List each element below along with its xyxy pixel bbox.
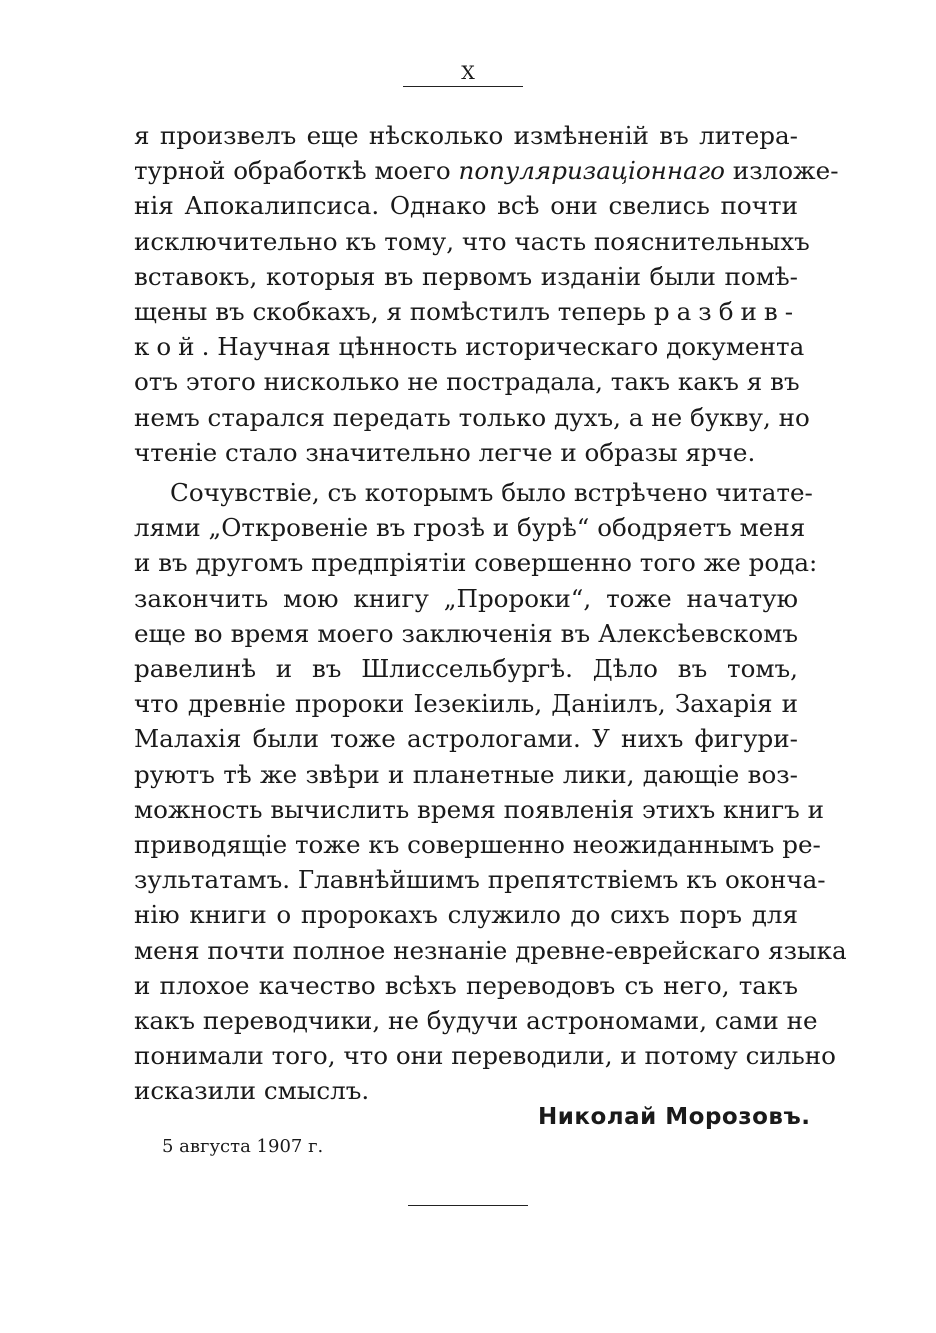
text-line: Сочувствіе, съ которымъ было встрѣчено читате- (170, 478, 813, 508)
paragraph-2 (134, 475, 847, 1109)
text-line: исключительно къ тому, что часть пояснительныхъ (134, 226, 810, 256)
text-line: вставокъ, которыя въ первомъ изданіи были помѣ- (134, 261, 798, 291)
footer-rule (408, 1205, 528, 1206)
text-fragment: изложе- (724, 156, 839, 186)
text-line: и въ другомъ предпріятіи совершенно того же рода: (134, 548, 818, 578)
text-line: равелинѣ и въ Шлиссельбургѣ. Дѣло въ томъ, (134, 654, 798, 684)
text-line: закончить мою книгу „Пророки“, тоже начатую (134, 583, 798, 613)
author-signature: Николай Морозовъ. (538, 1104, 811, 1130)
text-line: какъ переводчики, не будучи астрономами, сами не (134, 1006, 818, 1036)
text-line: нія Апокалипсиса. Однако всѣ они свелись почти (134, 191, 798, 221)
date-line: 5 августа 1907 г. (162, 1136, 324, 1157)
text-line: нію книги о пророкахъ служило до сихъ поръ для (134, 900, 798, 930)
text-line: Малахія были тоже астрологами. У нихъ фигури- (134, 724, 798, 754)
text-line: зультатамъ. Главнѣйшимъ препятствіемъ къ оконча- (134, 865, 826, 895)
text-line: меня почти полное незнаніе древне-еврейскаго языка (134, 935, 847, 965)
spaced-word: кой (134, 332, 202, 362)
text-fragment: турной обработкѣ моего (134, 156, 459, 186)
header-rule (403, 86, 523, 87)
text-line: еще во время моего заключенія въ Алексѣевскомъ (134, 618, 798, 648)
text-line: лями „Откровеніе въ грозѣ и бурѣ“ ободряетъ меня (134, 513, 806, 543)
text-line: чтеніе стало значительно легче и образы ярче. (134, 437, 756, 467)
text-line: отъ этого нисколько не пострадала, такъ какъ я въ (134, 367, 800, 397)
text-line: и плохое качество всѣхъ переводовъ съ него, такъ (134, 970, 798, 1000)
page-number: X (461, 62, 475, 84)
text-line: можность вычислить время появленія этихъ книгъ и (134, 794, 824, 824)
text-line: понимали того, что они переводили, и потому сильно (134, 1041, 836, 1071)
text-line (134, 329, 805, 364)
text-line: руютъ тѣ же звѣри и планетные лики, дающіе воз- (134, 759, 798, 789)
italic-word: популяризаціоннаго (458, 156, 725, 186)
text-line: что древніе пророки Іезекіиль, Даніилъ, Захарія и (134, 689, 798, 719)
body-text (134, 118, 847, 1109)
text-line (134, 294, 801, 329)
text-line: немъ старался передать только духъ, а не букву, но (134, 402, 810, 432)
spaced-word: разбив- (653, 297, 801, 327)
text-line: исказили смыслъ. (134, 1076, 370, 1106)
text-line: приводящіе тоже къ совершенно неожиданнымъ ре- (134, 830, 821, 860)
text-fragment: . Научная цѣнность историческаго документа (201, 332, 805, 362)
text-line: я произвелъ еще нѣсколько измѣненій въ литера- (134, 121, 798, 150)
text-fragment: щены въ скобкахъ, я помѣстилъ теперь (134, 297, 654, 327)
paragraph-1 (134, 118, 839, 470)
text-line (134, 153, 839, 188)
